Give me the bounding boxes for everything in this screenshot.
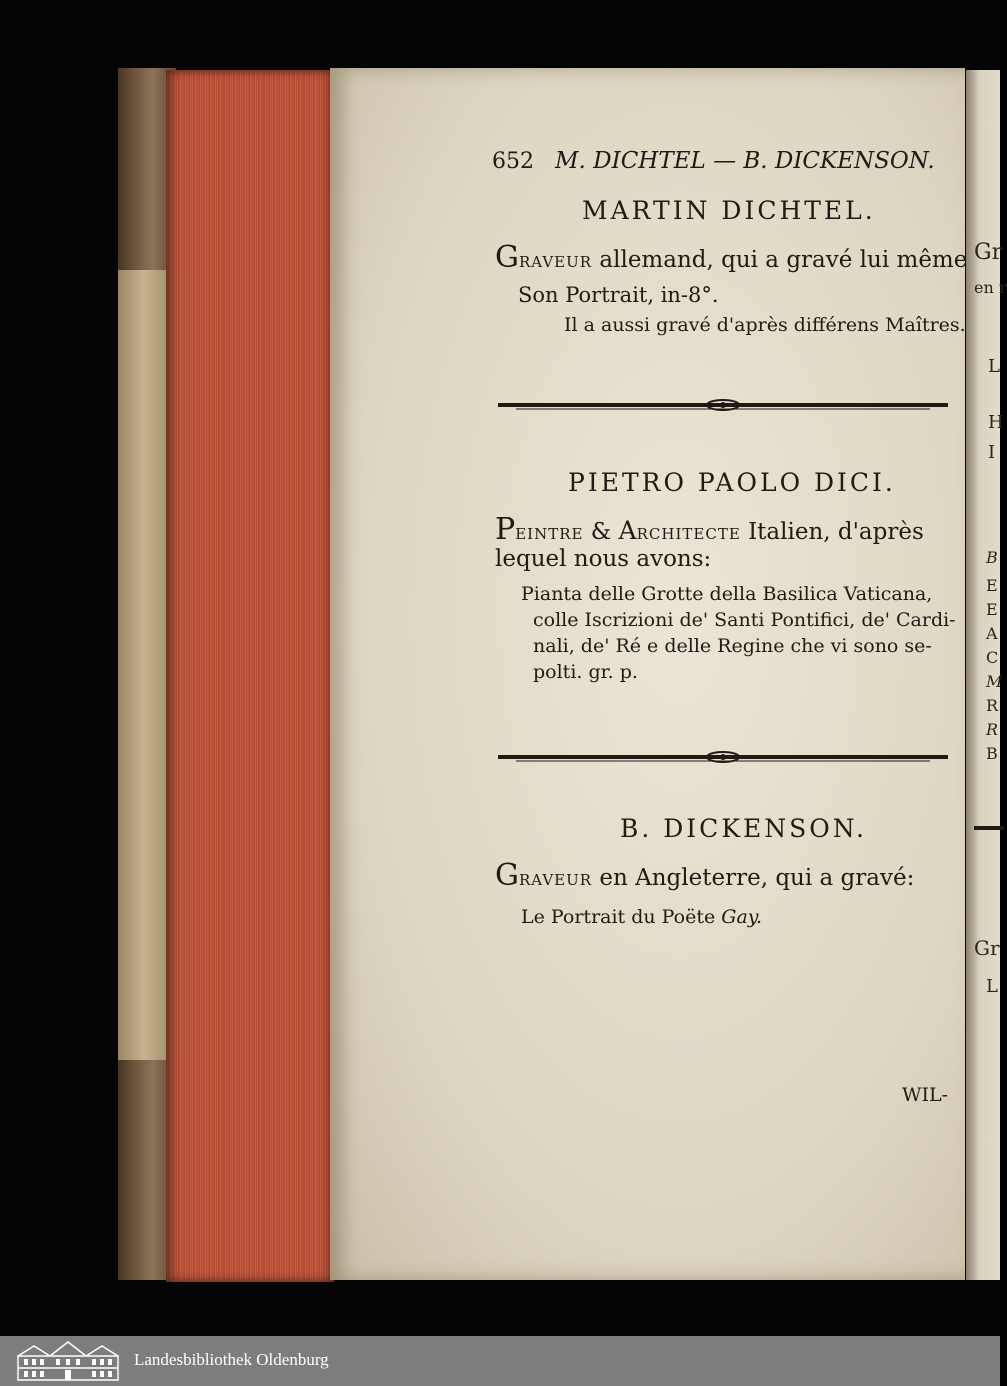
entry-heading: B. DICKENSON. — [620, 814, 867, 843]
work-line: colle Iscrizioni de' Santi Pontifici, de' Cardi- — [533, 609, 956, 631]
next-page-edge — [966, 70, 1007, 1280]
next-page-rule — [974, 826, 1004, 830]
page-edges — [166, 70, 334, 1282]
entry-line-italic: Gay. — [721, 906, 763, 928]
entry-line: Son Portrait, in-8°. — [518, 283, 719, 307]
entry-heading: PIETRO PAOLO DICI. — [568, 468, 896, 497]
library-building-icon — [14, 1340, 122, 1382]
next-page-fragment: I — [988, 442, 996, 463]
next-page-fragment: Gr — [974, 240, 1003, 265]
next-page-fragment: Gr — [974, 936, 1000, 960]
next-page-fragment: M — [986, 672, 1003, 691]
next-page-fragment: L — [986, 976, 998, 997]
running-header — [492, 148, 935, 174]
drop-initial: G — [495, 240, 519, 275]
next-page-fragment: E — [986, 576, 998, 595]
next-page-fragment: A — [986, 624, 998, 643]
entry-line: Il a aussi gravé d'après différens Maîtres. — [564, 314, 966, 336]
page-number: 652 — [492, 149, 534, 174]
library-footer-bar — [0, 1336, 1000, 1386]
entry-line: lequel nous avons: — [495, 546, 712, 572]
ornamental-rule — [496, 398, 950, 412]
ornamental-rule — [496, 750, 950, 764]
smallcaps-word: RAVEUR — [518, 871, 593, 889]
next-page-fragment: C — [986, 648, 999, 667]
drop-initial: P — [495, 512, 516, 547]
next-page-fragment: en r — [974, 278, 1007, 297]
work-line: polti. gr. p. — [533, 661, 638, 683]
next-page-fragment: H — [988, 412, 1004, 433]
entry-line-text: Le Portrait du Poëte — [521, 906, 722, 928]
entry-intro — [495, 858, 914, 893]
next-page-fragment: E — [986, 600, 998, 619]
smallcaps-word: RAVEUR — [518, 253, 593, 271]
next-page-fragment: B — [986, 548, 998, 567]
library-name: Landesbibliothek Oldenburg — [134, 1350, 329, 1369]
intro-text: allemand, qui a gravé lui même — [592, 247, 968, 273]
drop-initial: A — [618, 516, 637, 545]
work-line: nali, de' Ré e delle Regine che vi sono se- — [533, 635, 932, 657]
intro-text: en Angleterre, qui a gravé: — [592, 865, 915, 891]
next-page-fragment: B — [986, 744, 998, 763]
next-page-fragment: R — [986, 720, 999, 739]
smallcaps-word: EINTRE — [515, 525, 584, 543]
work-line: Pianta delle Grotte della Basilica Vaticana, — [521, 583, 933, 605]
ampersand: & — [583, 519, 619, 545]
entry-line — [521, 906, 762, 928]
next-page-fragment: R — [986, 696, 999, 715]
next-page-fragment: L — [988, 356, 1000, 377]
running-title: M. DICHTEL — B. DICKENSON. — [555, 148, 935, 174]
cover-label-band — [118, 270, 170, 1060]
entry-heading: MARTIN DICHTEL. — [582, 196, 876, 225]
intro-text: Italien, d'après — [740, 519, 924, 545]
smallcaps-word: RCHITECTE — [636, 525, 741, 543]
drop-initial: G — [495, 858, 519, 893]
catchword: WIL- — [902, 1084, 949, 1106]
entry-intro — [495, 512, 924, 547]
entry-intro — [495, 240, 967, 275]
